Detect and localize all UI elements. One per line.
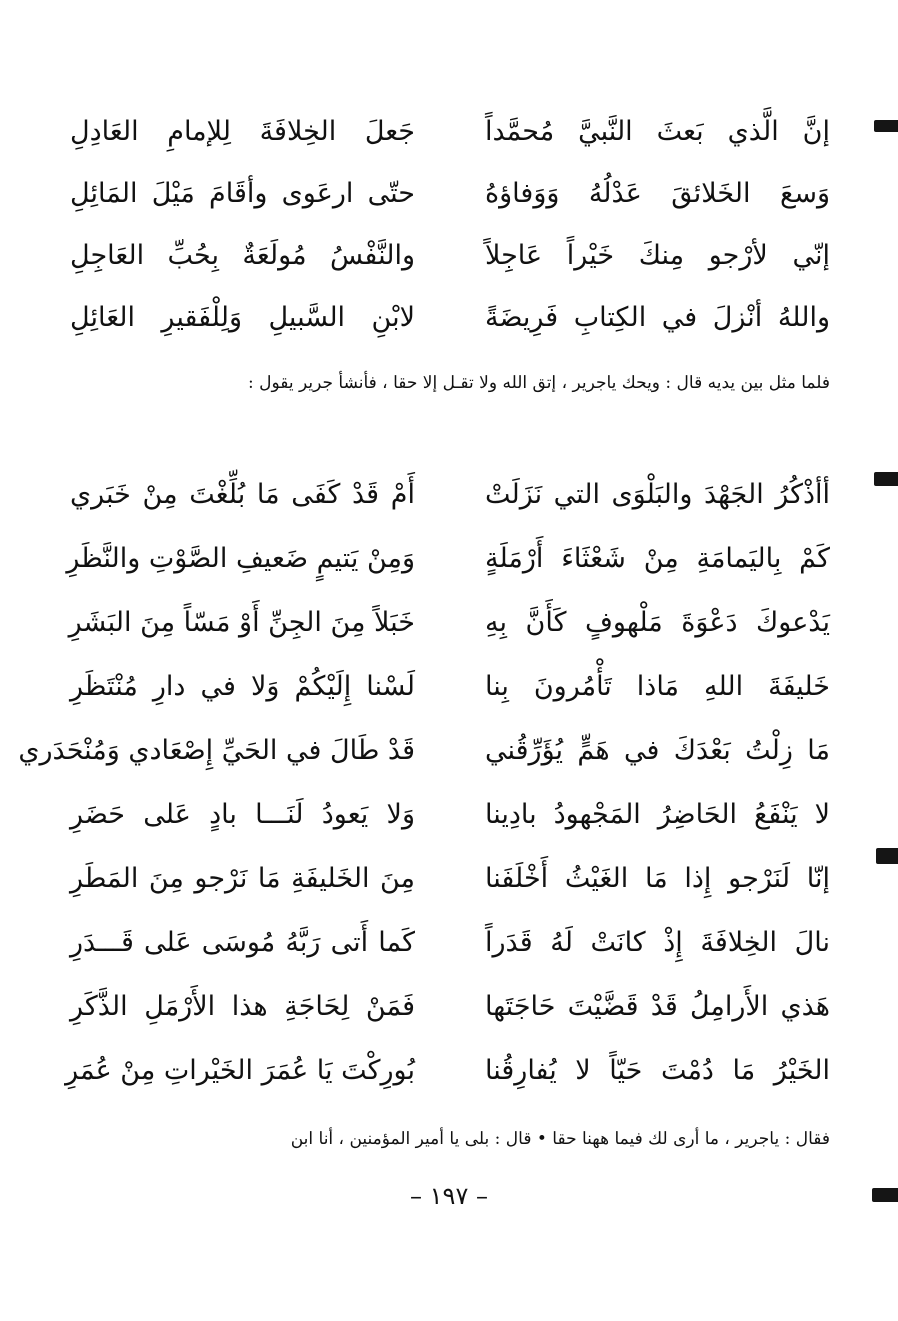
first-hemistich: إنَّ الَّذي بَعثَ النَّبيَّ مُحمَّداً [485, 115, 830, 147]
second-hemistich: قَدْ طَالَ في الحَيِّ إِصْعَادي وَمُنْحَدَري [18, 734, 415, 766]
second-hemistich: بُورِكْتَ يَا عُمَرَ الخَيْراتِ مِنْ عُمَرِ [65, 1054, 415, 1086]
first-hemistich: واللهُ أنْزلَ في الكِتابِ فَرِيضَةً [485, 301, 830, 333]
second-hemistich: مِنَ الخَليفَةِ مَا نَرْجو مِنَ المَطَرِ [70, 862, 415, 894]
prose-paragraph: فلما مثل بين يديه قال : ويحك ياجرير ، إتق الله ولا تقـل إلا حقا ، فأنشأ جرير يقول : [247, 373, 830, 393]
poem-section-2 [18, 462, 830, 1102]
second-hemistich: وَلا يَعودُ لَنَـــا بادٍ عَلى حَضَرِ [70, 798, 415, 830]
first-hemistich: وَسعَ الخَلائقَ عَدْلُهُ وَوَفاؤهُ [485, 177, 830, 209]
verse-line [70, 974, 830, 1038]
verse-line [70, 782, 830, 846]
first-hemistich: خَليفَةَ اللهِ مَاذا تَأْمُرونَ بِنا [485, 670, 830, 702]
verse-line [70, 910, 830, 974]
verse-line [70, 162, 830, 224]
verse-line [70, 590, 830, 654]
scan-edge-mark [876, 848, 898, 864]
poem-section-1 [70, 100, 830, 348]
first-hemistich: إنّا لَنَرْجو إِذا مَا الغَيْثُ أَخْلَفَنا [485, 862, 830, 894]
first-hemistich: إنّي لأرْجو مِنكَ خَيْراً عَاجِلاً [485, 239, 830, 271]
first-hemistich: أأذْكُرُ الجَهْدَ والبَلْوَى التي نَزَلَتْ [485, 478, 830, 510]
second-hemistich: كَما أَتى رَبَّهُ مُوسَى عَلى قَـــدَرِ [70, 926, 415, 958]
second-hemistich: جَعلَ الخِلافَةَ لِلإمامِ العَادِلِ [70, 115, 415, 147]
first-hemistich: الخَيْرُ مَا دُمْتَ حَيّاً لا يُفارِقُنا [485, 1054, 830, 1086]
first-hemistich: مَا زِلْتُ بَعْدَكَ في هَمٍّ يُؤَرِّقُني [485, 734, 830, 766]
verse-line [65, 1038, 830, 1102]
verse-line [70, 462, 830, 526]
second-hemistich: والنَّفْسُ مُولَعَةٌ بِحُبِّ العَاجِلِ [70, 239, 415, 271]
first-hemistich: لا يَنْفَعُ الحَاضِرُ المَجْهودُ بادِينا [485, 798, 830, 830]
first-hemistich: هَذي الأَرامِلُ قَدْ قَضَّيْتَ حَاجَتَها [485, 990, 830, 1022]
first-hemistich: نالَ الخِلافَةَ إِذْ كانَتْ لَهُ قَدَراً [485, 926, 830, 958]
verse-line [70, 654, 830, 718]
scan-edge-mark [874, 120, 898, 132]
second-hemistich: لَسْنا إِلَيْكُمْ وَلا في دارِ مُنْتَظَرِ [70, 670, 415, 702]
second-hemistich: أَمْ قَدْ كَفَى مَا بُلِّغْتَ مِنْ خَبَري [70, 478, 415, 510]
prose-paragraph: فقال : ياجرير ، ما أرى لك فيما ههنا حقا • قال : بلى يا أمير المؤمنين ، أنا ابن [290, 1129, 830, 1149]
verse-line [18, 718, 830, 782]
first-hemistich: كَمْ بِاليَمامَةِ مِنْ شَعْثَاءَ أَرْمَلَةٍ [485, 542, 830, 574]
verse-line [70, 286, 830, 348]
first-hemistich: يَدْعوكَ دَعْوَةَ مَلْهوفٍ كَأَنَّ بِهِ [485, 606, 830, 638]
scan-edge-mark [874, 472, 898, 486]
second-hemistich: فَمَنْ لِحَاجَةِ هذا الأَرْمَلِ الذَّكَرِ [70, 990, 415, 1022]
verse-line [70, 224, 830, 286]
scan-edge-mark [872, 1188, 898, 1202]
second-hemistich: لابْنِ السَّبيلِ وَلِلْفَقيرِ العَائِلِ [70, 301, 415, 333]
verse-line [70, 100, 830, 162]
page-number: – ١٩٧ – [410, 1182, 488, 1210]
verse-line [70, 846, 830, 910]
second-hemistich: خَبَلاً مِنَ الجِنِّ أَوْ مَسّاً مِنَ البَشَرِ [68, 606, 415, 638]
verse-line [66, 526, 830, 590]
second-hemistich: وَمِنْ يَتيمٍ ضَعيفِ الصَّوْتِ والنَّظَرِ [66, 542, 415, 574]
second-hemistich: حتّى ارعَوى وأقَامَ مَيْلَ المَائِلِ [70, 177, 415, 209]
